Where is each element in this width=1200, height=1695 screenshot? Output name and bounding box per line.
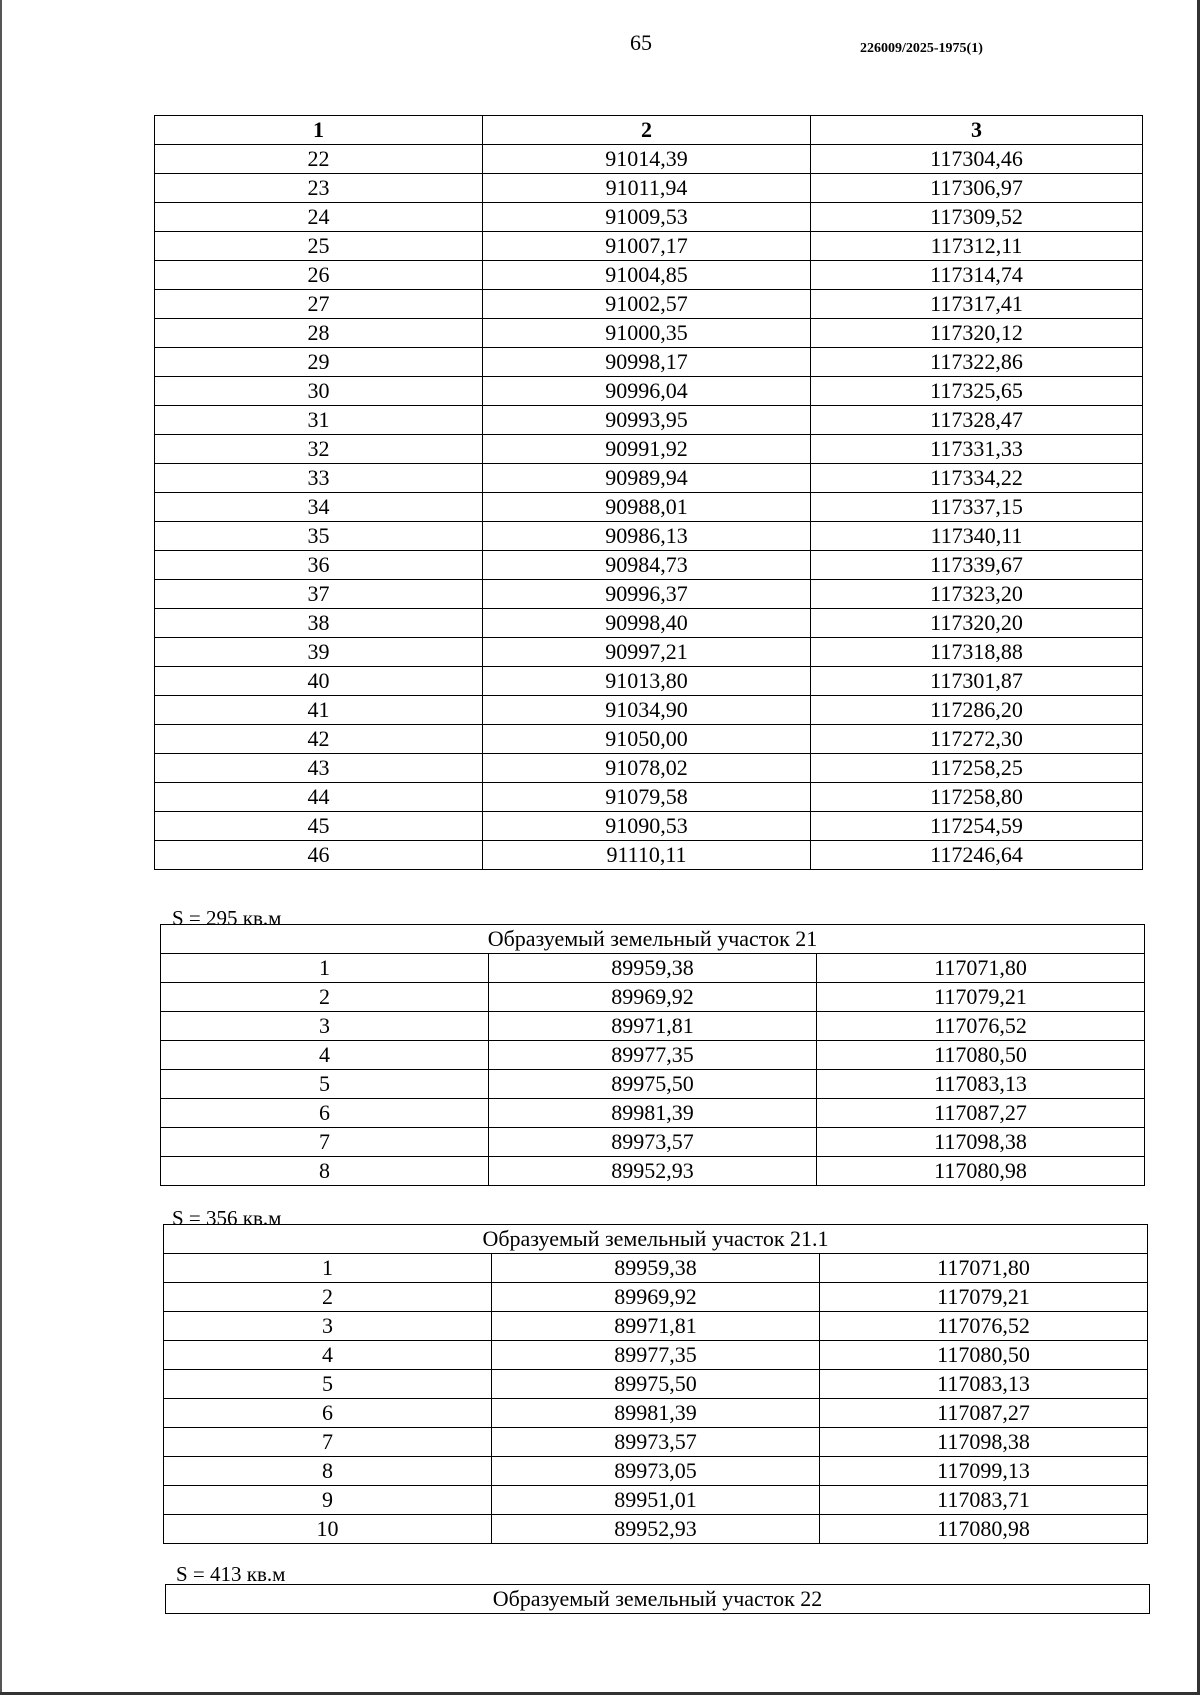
x-coordinate: 89973,57 <box>492 1428 820 1457</box>
x-coordinate: 91050,00 <box>483 725 811 754</box>
y-coordinate: 117306,97 <box>811 174 1143 203</box>
x-coordinate: 89973,57 <box>489 1128 817 1157</box>
x-coordinate: 89952,93 <box>492 1515 820 1544</box>
x-coordinate: 89959,38 <box>489 954 817 983</box>
y-coordinate: 117320,12 <box>811 319 1143 348</box>
y-coordinate: 117320,20 <box>811 609 1143 638</box>
table-row <box>155 319 1143 348</box>
point-number: 27 <box>155 290 483 319</box>
table-row <box>155 377 1143 406</box>
x-coordinate: 91078,02 <box>483 754 811 783</box>
y-coordinate: 117083,71 <box>820 1486 1148 1515</box>
point-number: 29 <box>155 348 483 377</box>
x-coordinate: 89951,01 <box>492 1486 820 1515</box>
point-number: 39 <box>155 638 483 667</box>
x-coordinate: 90991,92 <box>483 435 811 464</box>
y-coordinate: 117079,21 <box>820 1283 1148 1312</box>
table-row <box>161 954 1145 983</box>
x-coordinate: 90996,04 <box>483 377 811 406</box>
y-coordinate: 117328,47 <box>811 406 1143 435</box>
table-row <box>155 609 1143 638</box>
page-number: 65 <box>630 30 652 55</box>
y-coordinate: 117334,22 <box>811 464 1143 493</box>
x-coordinate: 89973,05 <box>492 1457 820 1486</box>
x-coordinate: 89981,39 <box>489 1099 817 1128</box>
x-coordinate: 91004,85 <box>483 261 811 290</box>
x-coordinate: 91013,80 <box>483 667 811 696</box>
y-coordinate: 117254,59 <box>811 812 1143 841</box>
point-number: 43 <box>155 754 483 783</box>
y-coordinate: 117337,15 <box>811 493 1143 522</box>
x-coordinate: 90997,21 <box>483 638 811 667</box>
x-coordinate: 91014,39 <box>483 145 811 174</box>
x-coordinate: 89977,35 <box>489 1041 817 1070</box>
y-coordinate: 117080,50 <box>817 1041 1145 1070</box>
area-label-1: S = 295 кв.м <box>172 906 282 930</box>
y-coordinate: 117071,80 <box>820 1254 1148 1283</box>
table-row <box>161 983 1145 1012</box>
point-number: 46 <box>155 841 483 870</box>
y-coordinate: 117083,13 <box>817 1070 1145 1099</box>
table-title-row <box>166 1585 1150 1614</box>
y-coordinate: 117314,74 <box>811 261 1143 290</box>
point-number: 5 <box>161 1070 489 1099</box>
table-row <box>155 551 1143 580</box>
table-row <box>155 580 1143 609</box>
table-row <box>164 1399 1148 1428</box>
y-coordinate: 117323,20 <box>811 580 1143 609</box>
table-row <box>155 232 1143 261</box>
point-number: 40 <box>155 667 483 696</box>
table-row <box>155 841 1143 870</box>
y-coordinate: 117080,50 <box>820 1341 1148 1370</box>
y-coordinate: 117080,98 <box>820 1515 1148 1544</box>
table-row <box>161 1012 1145 1041</box>
table-row <box>161 1128 1145 1157</box>
x-coordinate: 91110,11 <box>483 841 811 870</box>
table-row <box>155 522 1143 551</box>
plot-title: Образуемый земельный участок 21.1 <box>164 1225 1148 1254</box>
table-row <box>155 696 1143 725</box>
y-coordinate: 117079,21 <box>817 983 1145 1012</box>
table-row <box>155 261 1143 290</box>
y-coordinate: 117071,80 <box>817 954 1145 983</box>
point-number: 26 <box>155 261 483 290</box>
x-coordinate: 89969,92 <box>489 983 817 1012</box>
y-coordinate: 117258,25 <box>811 754 1143 783</box>
point-number: 41 <box>155 696 483 725</box>
x-coordinate: 90993,95 <box>483 406 811 435</box>
table-row <box>155 290 1143 319</box>
table-row <box>155 435 1143 464</box>
point-number: 7 <box>161 1128 489 1157</box>
x-coordinate: 91079,58 <box>483 783 811 812</box>
point-number: 4 <box>164 1341 492 1370</box>
column-header-3: 3 <box>811 116 1143 145</box>
plot-title: Образуемый земельный участок 21 <box>161 925 1145 954</box>
point-number: 24 <box>155 203 483 232</box>
table-title-row <box>164 1225 1148 1254</box>
point-number: 34 <box>155 493 483 522</box>
y-coordinate: 117301,87 <box>811 667 1143 696</box>
coordinates-table-plot-21-1 <box>163 1224 1148 1544</box>
point-number: 2 <box>161 983 489 1012</box>
table-row <box>155 174 1143 203</box>
y-coordinate: 117272,30 <box>811 725 1143 754</box>
y-coordinate: 117304,46 <box>811 145 1143 174</box>
point-number: 30 <box>155 377 483 406</box>
point-number: 32 <box>155 435 483 464</box>
coordinates-table-1 <box>154 115 1143 870</box>
table-row <box>155 145 1143 174</box>
table-row <box>155 203 1143 232</box>
point-number: 37 <box>155 580 483 609</box>
x-coordinate: 91090,53 <box>483 812 811 841</box>
y-coordinate: 117076,52 <box>820 1312 1148 1341</box>
point-number: 3 <box>161 1012 489 1041</box>
y-coordinate: 117083,13 <box>820 1370 1148 1399</box>
point-number: 31 <box>155 406 483 435</box>
table-row <box>164 1370 1148 1399</box>
point-number: 6 <box>164 1399 492 1428</box>
x-coordinate: 89981,39 <box>492 1399 820 1428</box>
table-row <box>164 1486 1148 1515</box>
table-row <box>155 464 1143 493</box>
y-coordinate: 117339,67 <box>811 551 1143 580</box>
table-title-row <box>161 925 1145 954</box>
table-row <box>164 1254 1148 1283</box>
table-row <box>155 638 1143 667</box>
x-coordinate: 89977,35 <box>492 1341 820 1370</box>
x-coordinate: 90988,01 <box>483 493 811 522</box>
point-number: 35 <box>155 522 483 551</box>
coordinates-table-plot-21 <box>160 924 1145 1186</box>
x-coordinate: 89959,38 <box>492 1254 820 1283</box>
x-coordinate: 90986,13 <box>483 522 811 551</box>
point-number: 3 <box>164 1312 492 1341</box>
document-id: 226009/2025-1975(1) <box>860 41 983 56</box>
point-number: 44 <box>155 783 483 812</box>
y-coordinate: 117322,86 <box>811 348 1143 377</box>
area-label-2: S = 356 кв.м <box>172 1206 282 1230</box>
table-row <box>155 725 1143 754</box>
table-row <box>155 667 1143 696</box>
point-number: 8 <box>161 1157 489 1186</box>
table-row <box>155 754 1143 783</box>
point-number: 28 <box>155 319 483 348</box>
table-row <box>161 1099 1145 1128</box>
x-coordinate: 89975,50 <box>489 1070 817 1099</box>
x-coordinate: 90984,73 <box>483 551 811 580</box>
x-coordinate: 90998,17 <box>483 348 811 377</box>
point-number: 10 <box>164 1515 492 1544</box>
table-row <box>161 1070 1145 1099</box>
y-coordinate: 117098,38 <box>817 1128 1145 1157</box>
table-row <box>161 1041 1145 1070</box>
point-number: 7 <box>164 1428 492 1457</box>
y-coordinate: 117246,64 <box>811 841 1143 870</box>
plot-title: Образуемый земельный участок 22 <box>166 1585 1150 1614</box>
y-coordinate: 117080,98 <box>817 1157 1145 1186</box>
table-row <box>164 1283 1148 1312</box>
page-edge-left <box>0 0 2 1695</box>
coordinates-table-plot-22 <box>165 1584 1150 1614</box>
y-coordinate: 117087,27 <box>820 1399 1148 1428</box>
y-coordinate: 117312,11 <box>811 232 1143 261</box>
x-coordinate: 91034,90 <box>483 696 811 725</box>
area-label-3: S = 413 кв.м <box>176 1562 286 1586</box>
column-header-2: 2 <box>483 116 811 145</box>
table-row <box>155 348 1143 377</box>
point-number: 8 <box>164 1457 492 1486</box>
x-coordinate: 89971,81 <box>492 1312 820 1341</box>
table-row <box>164 1515 1148 1544</box>
column-header-1: 1 <box>155 116 483 145</box>
point-number: 23 <box>155 174 483 203</box>
point-number: 22 <box>155 145 483 174</box>
table-header-row <box>155 116 1143 145</box>
point-number: 45 <box>155 812 483 841</box>
point-number: 25 <box>155 232 483 261</box>
x-coordinate: 91011,94 <box>483 174 811 203</box>
y-coordinate: 117331,33 <box>811 435 1143 464</box>
point-number: 9 <box>164 1486 492 1515</box>
point-number: 42 <box>155 725 483 754</box>
point-number: 1 <box>161 954 489 983</box>
x-coordinate: 91000,35 <box>483 319 811 348</box>
table-row <box>155 493 1143 522</box>
table-row <box>155 812 1143 841</box>
x-coordinate: 89975,50 <box>492 1370 820 1399</box>
point-number: 1 <box>164 1254 492 1283</box>
x-coordinate: 91002,57 <box>483 290 811 319</box>
table-row <box>161 1157 1145 1186</box>
y-coordinate: 117099,13 <box>820 1457 1148 1486</box>
y-coordinate: 117286,20 <box>811 696 1143 725</box>
table-row <box>164 1428 1148 1457</box>
y-coordinate: 117098,38 <box>820 1428 1148 1457</box>
point-number: 36 <box>155 551 483 580</box>
x-coordinate: 89952,93 <box>489 1157 817 1186</box>
table-row <box>164 1457 1148 1486</box>
table-row <box>164 1341 1148 1370</box>
y-coordinate: 117318,88 <box>811 638 1143 667</box>
y-coordinate: 117325,65 <box>811 377 1143 406</box>
table-row <box>155 783 1143 812</box>
x-coordinate: 89971,81 <box>489 1012 817 1041</box>
x-coordinate: 89969,92 <box>492 1283 820 1312</box>
point-number: 4 <box>161 1041 489 1070</box>
point-number: 38 <box>155 609 483 638</box>
x-coordinate: 91009,53 <box>483 203 811 232</box>
point-number: 5 <box>164 1370 492 1399</box>
y-coordinate: 117309,52 <box>811 203 1143 232</box>
table-row <box>155 406 1143 435</box>
y-coordinate: 117076,52 <box>817 1012 1145 1041</box>
point-number: 33 <box>155 464 483 493</box>
x-coordinate: 90989,94 <box>483 464 811 493</box>
table-row <box>164 1312 1148 1341</box>
y-coordinate: 117087,27 <box>817 1099 1145 1128</box>
x-coordinate: 91007,17 <box>483 232 811 261</box>
point-number: 2 <box>164 1283 492 1312</box>
x-coordinate: 90998,40 <box>483 609 811 638</box>
y-coordinate: 117258,80 <box>811 783 1143 812</box>
y-coordinate: 117340,11 <box>811 522 1143 551</box>
y-coordinate: 117317,41 <box>811 290 1143 319</box>
x-coordinate: 90996,37 <box>483 580 811 609</box>
point-number: 6 <box>161 1099 489 1128</box>
